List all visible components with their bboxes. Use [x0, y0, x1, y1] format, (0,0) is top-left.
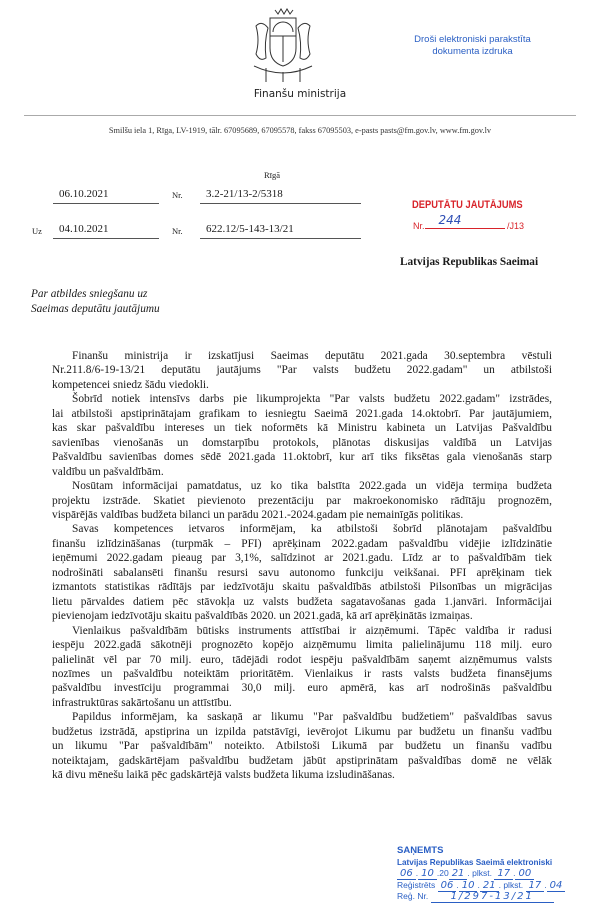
- paragraph-line: noteiktajam, gadskārtējam pašvaldību budžetam jābūt apstiprinātam pašvaldības domē ne vēlāk: [52, 754, 552, 767]
- paragraph-line: iespēju 2022.gadā sākotnēji prognozēto kopējo aizņēmumu limita palielinājumu 118 milj. euro: [52, 639, 552, 652]
- recipient: Latvijas Republikas Saeimai: [400, 256, 539, 268]
- paragraph-line: budžetus izstrādā, apstiprina un izpilda patstāvīgi, ievērojot Likumu par budžetu un finanšu vadību: [52, 725, 552, 738]
- paragraph-line: Nosūtam informācijai pamatdatus, uz ko tika balstīta 2022.gada un vidēja termiņa budžeta: [72, 480, 552, 493]
- received-hour: 17: [494, 868, 513, 880]
- registered-year: 21: [480, 880, 499, 892]
- city: Rīgā: [264, 170, 281, 180]
- e-signature-line: Droši elektroniski parakstīta: [414, 34, 531, 45]
- nr-label: Nr.: [172, 190, 183, 200]
- paragraph-line: palielināt vēl par 70 milj. euro, tādējādi rodot iespēju pašvaldībām saņemt aizņēmumus valsts: [52, 653, 552, 666]
- registered-time-label: plkst.: [503, 879, 524, 890]
- received-time-label: plkst.: [472, 868, 492, 878]
- paragraph-line: un likumu "Par pašvaldībām" noteikto. Atbilstoši Likumā par budžetu un finanšu vadību: [52, 740, 552, 753]
- received-day: 06: [397, 868, 416, 880]
- letter-number: 3.2-21/13-2/5318: [200, 188, 361, 204]
- received-date-row: 06 . 10 .20 21 . plkst. 17 . 00: [397, 868, 597, 880]
- registration-number-label: Reģ. Nr.: [397, 891, 429, 901]
- paragraph-line: Finanšu ministrija ir izskatījusi Saeimas deputātu 2021.gada 30.septembra vēstuli: [72, 350, 552, 362]
- paragraph-line: kas skar pašvaldību intereses un tiek noformēts kā Ministru kabineta un Latvijas Pašvaldību: [52, 422, 552, 435]
- registered-minute: 04: [547, 880, 566, 892]
- received-title: SAŅEMTS: [397, 845, 444, 856]
- latvian-coat-of-arms-logo: [248, 6, 318, 84]
- received-year: 21: [449, 868, 468, 880]
- paragraph-line: projektu izstrāde. Skatiet pievienoto prezentāciju par makroekonomisko rādītāju prognozēm,: [52, 494, 552, 507]
- received-minute: 00: [515, 868, 534, 880]
- subject-line: Saeimas deputātu jautājumu: [31, 303, 160, 315]
- paragraph-line: valdību un pašvaldībām.: [52, 465, 164, 478]
- received-month: 10: [418, 868, 437, 880]
- paragraph-line: pašvaldību investīciju programmai 30,0 milj. euro apmērā, kas arī nodrošinās pašvaldību: [52, 682, 552, 695]
- reply-date: 04.10.2021: [53, 223, 159, 239]
- reply-nr-label: Nr.: [172, 226, 183, 236]
- paragraph-line: nodrošināti sabalansēti finanšu resursi savu autonomo funkciju veikšanai. PFI aprēķinam tiek: [52, 566, 552, 579]
- paragraph: [52, 522, 552, 623]
- ministry-address: Smilšu iela 1, Rīga, LV-1919, tālr. 67095689, 67095578, fakss 67095503, e-pasts pasts@fm.gov.lv, www.fm.gov.lv: [108, 126, 492, 135]
- paragraph: [52, 349, 552, 392]
- paragraph-line: Savas kompetences ietvaros informējam, ka atbilstoši šobrīd plānotajam pašvaldību: [72, 523, 552, 536]
- paragraph: [52, 710, 552, 782]
- paragraph-line: Papildus informējam, ka saskaņā ar likumu "Par pašvaldību budžetiem" pašvaldības savus: [72, 711, 552, 724]
- header-divider: [24, 115, 576, 116]
- registered-day: 06: [438, 880, 457, 892]
- paragraph-line: finanšu izlīdzināšanas (turpmāk – PFI) aprēķinam 2022.gadam pašvaldību vidējie izlīdzinātie: [52, 537, 552, 550]
- registration-number: 1/297-13/21: [431, 891, 554, 903]
- reply-number: 622.12/5-143-13/21: [200, 223, 361, 239]
- paragraph: [52, 624, 552, 711]
- paragraph-line: Nr.211.8/6-19-13/21 deputātu jautājums "Par valsts budžetu 2022.gadam" un atbilstoši: [52, 364, 552, 377]
- registration-number-row: [397, 891, 597, 903]
- letter-date: 06.10.2021: [53, 188, 159, 204]
- deputy-question-stamp-title: DEPUTĀTU JAUTĀJUMS: [412, 199, 523, 211]
- deputy-question-stamp-number: [413, 213, 525, 231]
- paragraph-line: pievienojam iedzīvotāju skaitu pašvaldībās 2020. un 2021.gadā, kā arī aprēķinātās izmaiņas.: [52, 610, 473, 623]
- paragraph-line: vispārējās valdības budžeta bilanci un parādu 2021.-2024.gadam pie nemainīgās politikas.: [52, 508, 464, 521]
- registered-month: 10: [459, 880, 478, 892]
- handwritten-number: 244: [438, 213, 462, 227]
- registered-hour: 17: [526, 880, 545, 892]
- received-subtitle: Latvijas Republikas Saeimā elektroniski: [397, 857, 553, 867]
- received-year-prefix: 20: [439, 868, 449, 878]
- uz-label: Uz: [32, 226, 42, 236]
- paragraph-line: izmantots statistikas rādītājs par iedzīvotāju skaitu pašvaldībās atbilstoši Pilsonības un migrācijas: [52, 581, 552, 594]
- subject: [31, 287, 160, 317]
- ministry-name: Finanšu ministrija: [253, 88, 347, 100]
- paragraph-line: ieņēmumi 2022.gadam pieaug par 3,1%, salīdzinot ar 2021.gadu. Līdz ar to pašvaldībām tiek: [52, 552, 552, 565]
- stamp-suffix: /J13: [507, 221, 525, 231]
- paragraph: [52, 479, 552, 522]
- registered-label: Reģistrēts: [397, 879, 436, 890]
- subject-line: Par atbildes sniegšanu uz: [31, 288, 148, 300]
- stamp-nr-label: Nr.: [413, 221, 425, 231]
- paragraph-line: lietu pārvaldes datiem pēc stāvokļa uz valsts budžeta sagatavošanas gada 1.janvāri. Informācijai: [52, 595, 552, 608]
- paragraph-line: Vienlaikus pašvaldībām būtisks instruments attīstībai ir aizņēmumi. Tāpēc valdība ir radusi: [72, 624, 552, 637]
- paragraph-line: kā divu mēnešu laikā pēc gadskārtējā valsts budžeta likuma izsludināšanas.: [52, 769, 395, 782]
- paragraph-line: infrastruktūras sakārtošanu un attīstību.: [52, 696, 232, 709]
- paragraph-line: lai atbilstoši apstiprinātajam grafikam to iesniegtu Saeimā 2021.gada 14.oktobrī. Par jautājumiem,: [52, 407, 552, 420]
- paragraph-line: nozīmes un pašvaldību noteiktām prioritātēm. Vienlaikus ir rasts valsts budžeta finansējums: [52, 667, 552, 680]
- e-signature-note: [400, 34, 545, 58]
- paragraph-line: savienības vienošanās un domstarpību protokols, plānotas diskusijas valdībā un Latvijas: [52, 436, 552, 449]
- registered-row: Reģistrēts 06 . 10 . 21 . plkst. 17 . 04: [397, 880, 597, 892]
- paragraph-line: Pašvaldību savienības domes sēdē 2021.gada 11.oktobrī, kur arī tiks fiksētas gala vienošanās starp: [52, 451, 552, 464]
- e-signature-line: dokumenta izdruka: [432, 46, 513, 57]
- received-stamp: [397, 845, 597, 903]
- letter-body: [52, 349, 552, 783]
- paragraph-line: Šobrīd notiek intensīvs darbs pie likumprojekta "Par valsts budžetu 2022.gadam" izstrādes,: [72, 393, 552, 406]
- paragraph-line: kompetencei sniedz šādu viedokli.: [52, 378, 209, 391]
- paragraph: [52, 392, 552, 479]
